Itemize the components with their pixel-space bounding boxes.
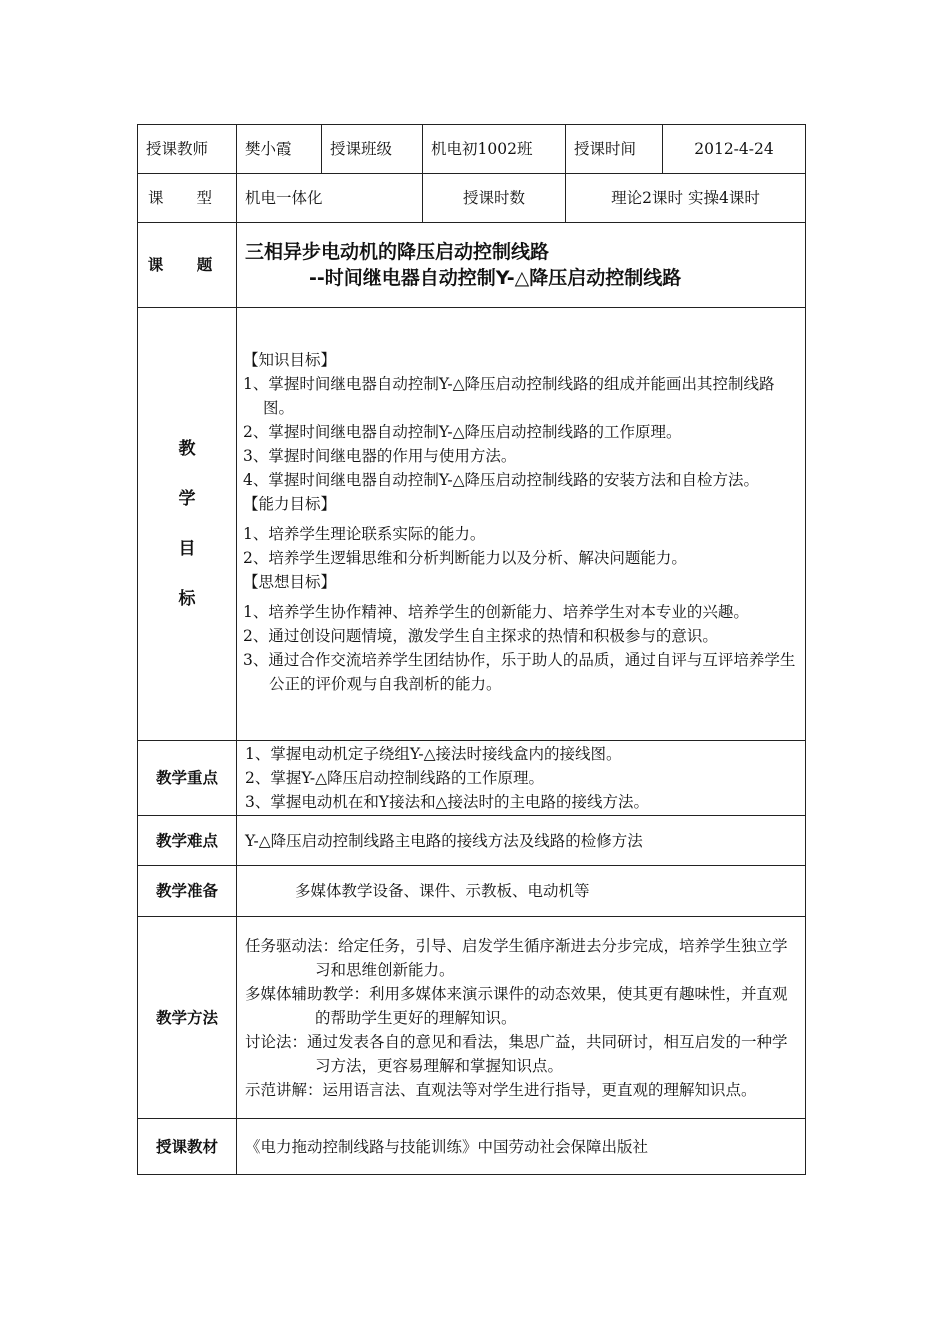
- class-label: 授课班级: [322, 125, 423, 174]
- objectives-label-char: 目: [178, 539, 196, 559]
- thought-item: 3、通过合作交流培养学生团结协作，乐于助人的品质，通过自评与互评培养学生公正的评价观与自我剖析的能力。: [243, 651, 796, 693]
- preparation-text: 多媒体教学设备、课件、示教板、电动机等: [237, 866, 806, 917]
- lesson-date: 2012-4-24: [663, 125, 806, 174]
- topic-subtitle: --时间继电器自动控制Y-△降压启动控制线路: [309, 267, 682, 289]
- topic-title: 三相异步电动机的降压启动控制线路: [245, 241, 550, 263]
- ability-heading: 【能力目标】: [243, 495, 337, 513]
- methods-row: [138, 917, 806, 1119]
- objectives-label: [138, 308, 237, 741]
- methods-content: [237, 917, 806, 1119]
- difficulty-row: [138, 816, 806, 866]
- knowledge-item: 3、掌握时间继电器的作用与使用方法。: [243, 447, 517, 465]
- difficulty-label: 教学难点: [138, 816, 237, 866]
- lesson-plan-table: [137, 124, 806, 1175]
- hours-value: 理论2课时 实操4课时: [566, 174, 806, 223]
- method-item: 多媒体辅助教学：利用多媒体来演示课件的动态效果，使其更有趣味性，并直观的帮助学生更好的理解知识。: [245, 984, 788, 1027]
- class-name: 机电初1002班: [423, 125, 566, 174]
- method-item: 讨论法：通过发表各自的意见和看法，集思广益，共同研讨，相互启发的一种学习方法，更容易理解和掌握知识点。: [245, 1032, 788, 1075]
- objectives-label-char: 教: [178, 439, 196, 459]
- teacher-name: 樊小霞: [237, 125, 322, 174]
- thought-item: 2、通过创设问题情境，激发学生自主探求的热情和积极参与的意识。: [243, 627, 718, 645]
- objectives-label-char: 学: [178, 489, 196, 509]
- topic-cell: [237, 223, 806, 308]
- header-row: [138, 125, 806, 174]
- key-points-label: 教学重点: [138, 741, 237, 816]
- ability-item: 2、培养学生逻辑思维和分析判断能力以及分析、解决问题能力。: [243, 549, 687, 567]
- time-label: 授课时间: [566, 125, 663, 174]
- topic-label: 课 题: [138, 223, 237, 308]
- knowledge-item: 4、掌握时间继电器自动控制Y-△降压启动控制线路的安装方法和自检方法。: [243, 471, 760, 489]
- type-value: 机电一体化: [237, 174, 423, 223]
- methods-label: 教学方法: [138, 917, 237, 1119]
- type-row: [138, 174, 806, 223]
- key-points-row: [138, 741, 806, 816]
- hours-label: 授课时数: [423, 174, 566, 223]
- key-point-item: 1、掌握电动机定子绕组Y-△接法时接线盒内的接线图。: [245, 745, 622, 763]
- textbook-label: 授课教材: [138, 1119, 237, 1175]
- objectives-row: [138, 308, 806, 741]
- thought-item: 1、培养学生协作精神、培养学生的创新能力、培养学生对本专业的兴趣。: [243, 603, 749, 621]
- key-points-content: [237, 741, 806, 816]
- objectives-label-char: 标: [178, 589, 196, 609]
- textbook-row: [138, 1119, 806, 1175]
- type-label: 课 型: [138, 174, 237, 223]
- preparation-row: [138, 866, 806, 917]
- preparation-label: 教学准备: [138, 866, 237, 917]
- ability-item: 1、培养学生理论联系实际的能力。: [243, 525, 486, 543]
- knowledge-heading: 【知识目标】: [243, 351, 337, 369]
- knowledge-item: 2、掌握时间继电器自动控制Y-△降压启动控制线路的工作原理。: [243, 423, 682, 441]
- method-item: 任务驱动法：给定任务，引导、启发学生循序渐进去分步完成，培养学生独立学习和思维创新能力。: [245, 936, 788, 979]
- method-item: 示范讲解：运用语言法、直观法等对学生进行指导，更直观的理解知识点。: [245, 1080, 757, 1099]
- key-point-item: 2、掌握Y-△降压启动控制线路的工作原理。: [245, 769, 545, 787]
- key-point-item: 3、掌握电动机在和Y接法和△接法时的主电路的接线方法。: [245, 793, 650, 811]
- textbook-text: 《电力拖动控制线路与技能训练》中国劳动社会保障出版社: [237, 1119, 806, 1175]
- difficulty-text: Y-△降压启动控制线路主电路的接线方法及线路的检修方法: [237, 816, 806, 866]
- topic-row: [138, 223, 806, 308]
- knowledge-item: 1、掌握时间继电器自动控制Y-△降压启动控制线路的组成并能画出其控制线路图。: [243, 375, 775, 417]
- objectives-content: [237, 308, 806, 741]
- teacher-label: 授课教师: [138, 125, 237, 174]
- thought-heading: 【思想目标】: [243, 573, 337, 591]
